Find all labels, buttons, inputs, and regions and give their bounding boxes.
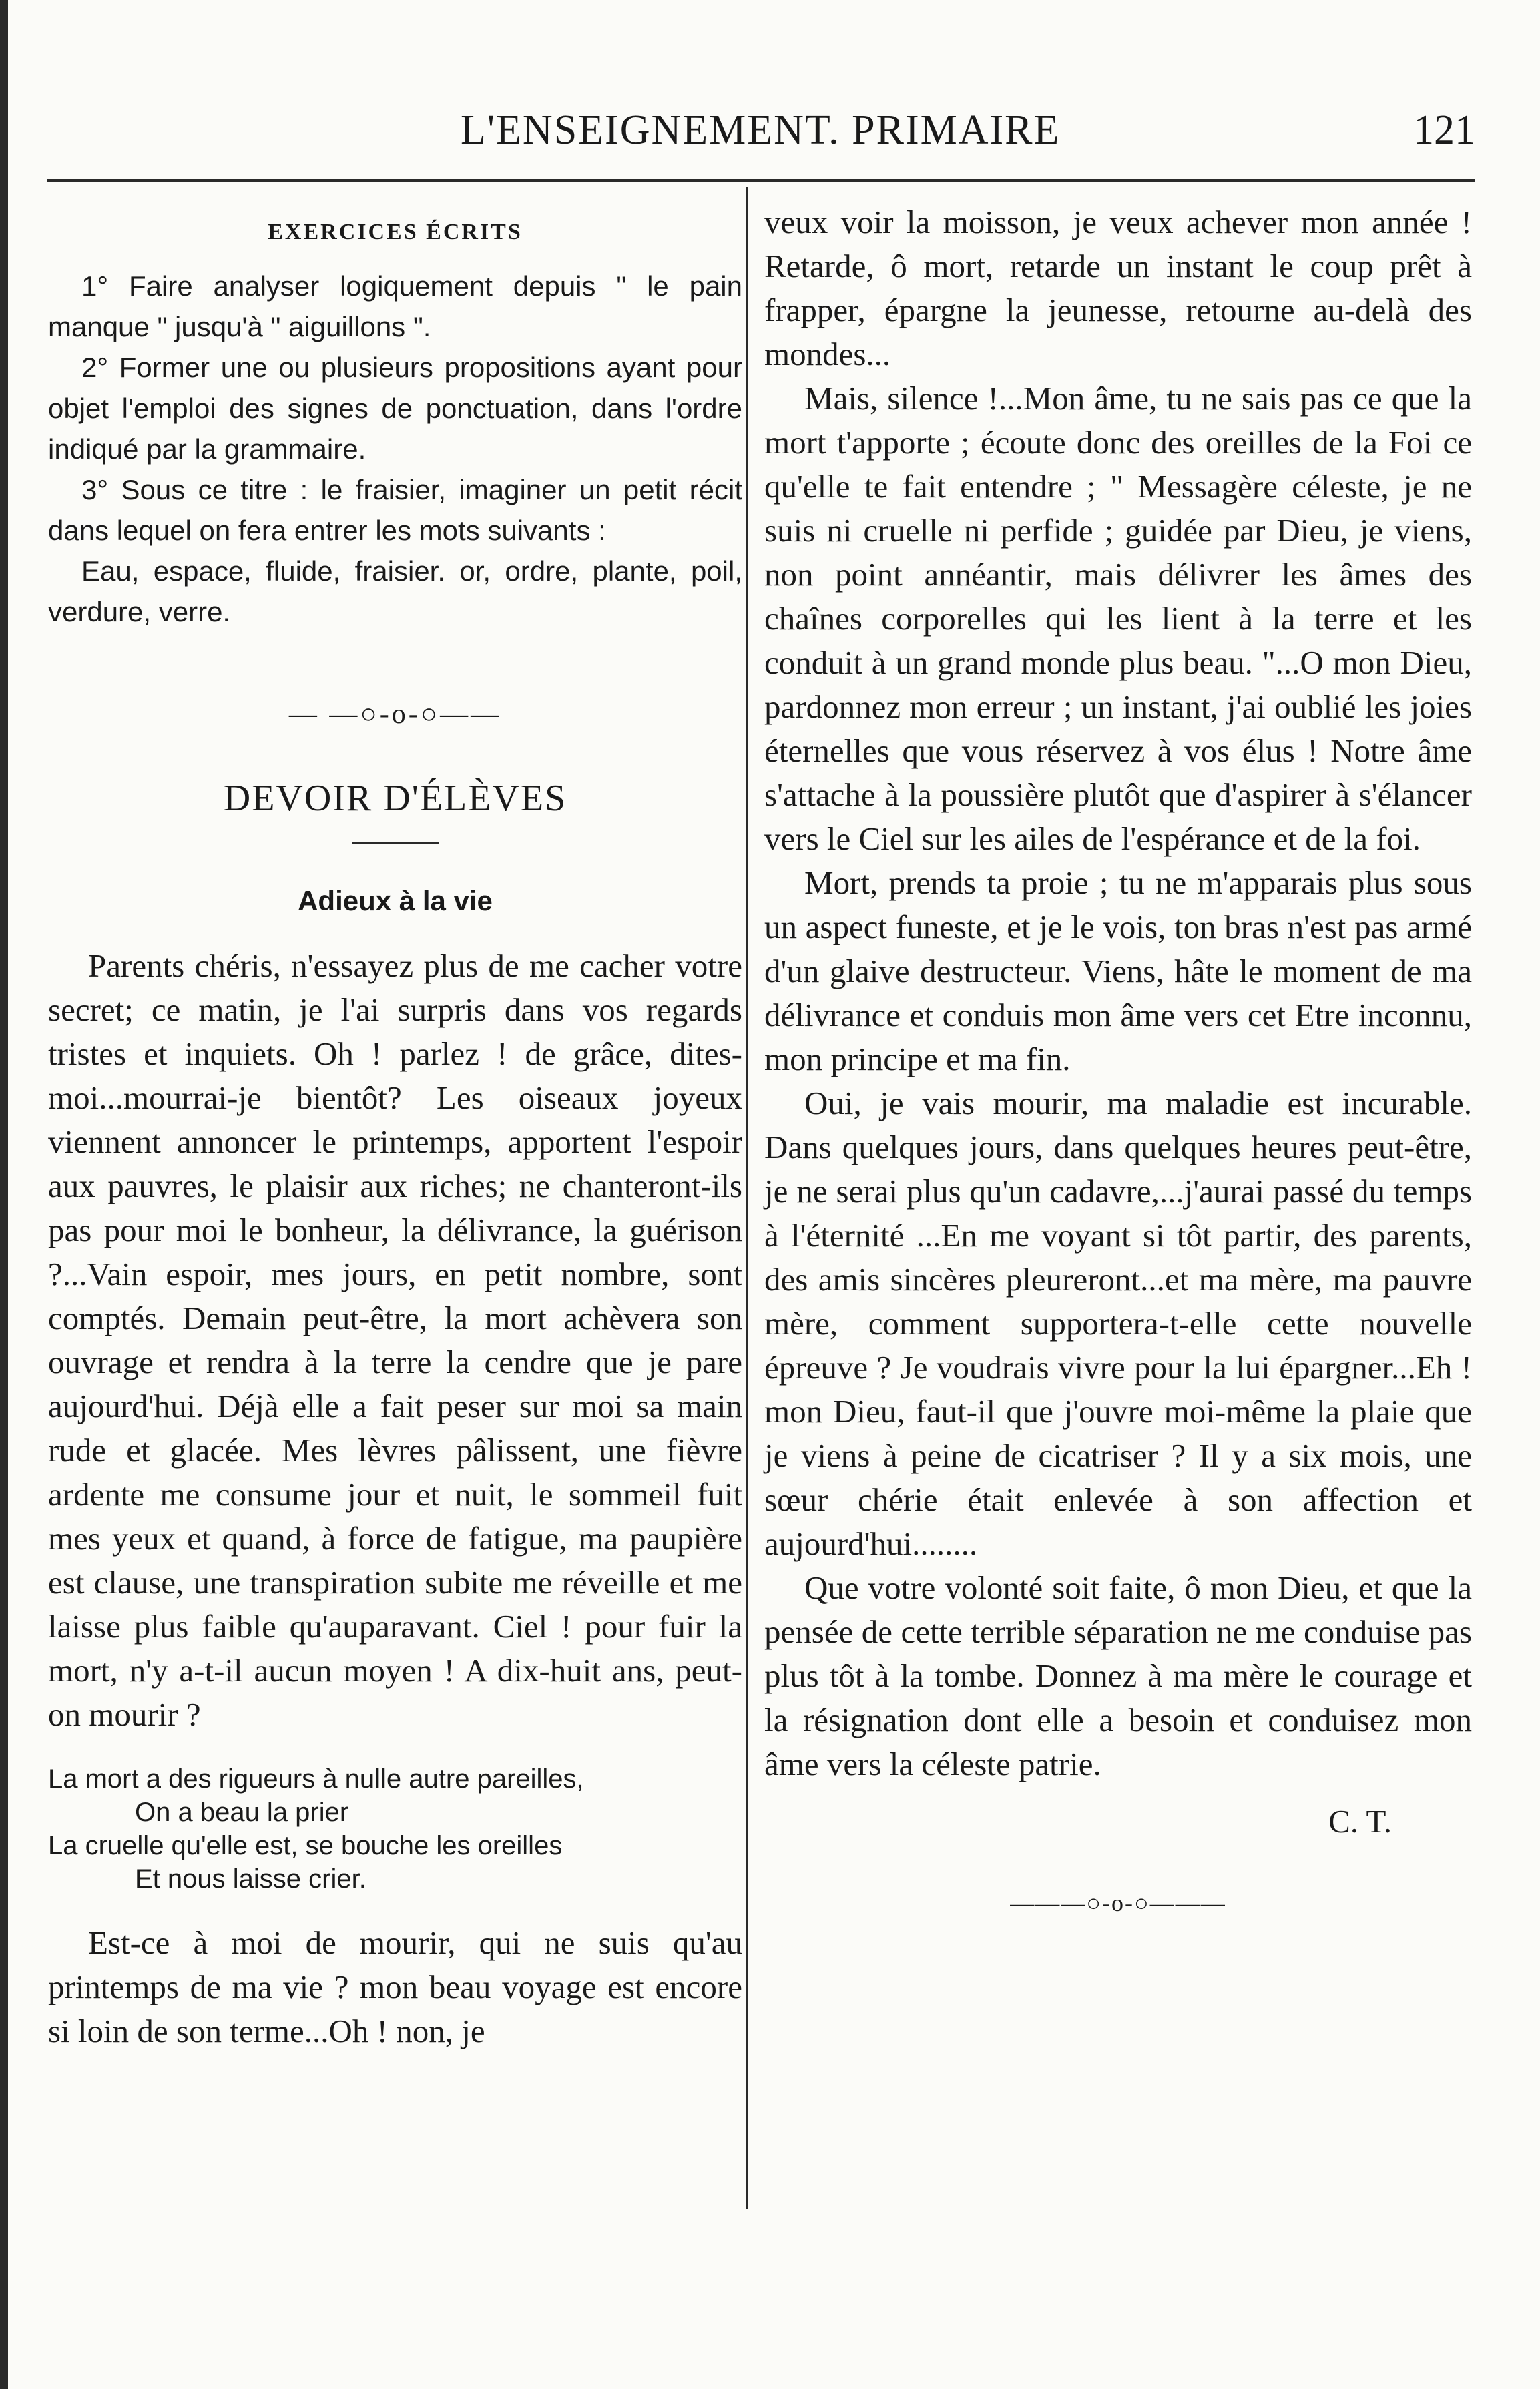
essay-paragraph-6: Que votre volonté soit faite, ô mon Dieu, et que la pensée de cette terrible séparation ne me conduise pas plus tôt à la tombe. Donnez à ma mère le courage et la résignation dont elle a besoin et conduisez mon âme vers la céleste patrie. [764,1569,1472,1782]
page-header [47,100,1475,160]
author-signature: C. T. [1328,1803,1392,1840]
essay-paragraph-1: Parents chéris, n'essayez plus de me cacher votre secret; ce matin, je l'ai surpris dans vos regards tristes et inquiets. Oh ! parlez ! de grâce, dites-moi...mourrai-je bientôt? Les oiseaux joyeux viennent annoncer le printemps, apportent l'espoir aux pauvres, le plaisir aux riches; ne chanteront-ils pas pour moi le bonheur, la délivrance, la guérison ?...Vain espoir, mes jours, en petit nombre, sont comptés. Demain peut-être, la mort achèvera son ouvrage et rendra à la terre la cendre que je pare aujourd'hui. Déjà elle a fait peser sur moi sa main rude et glacée. Mes lèvres pâlissent, une fièvre ardente me consume jour et nuit, le sommeil fuit mes yeux et quand, à force de fatigue, ma paupière est clause, une transpiration subite me réveille et me laisse plus faible qu'auparavant. Ciel ! pour fuir la mort, n'y a-t-il aucun moyen ! A dix-huit ans, peut-on mourir ? [48,947,742,1733]
essay-paragraph-2: Est-ce à moi de mourir, qui ne suis qu'au printemps de ma vie ? mon beau voyage est encore si loin de son terme...Oh ! non, je [48,1924,742,2049]
running-title: L'ENSEIGNEMENT. PRIMAIRE [461,107,1061,153]
ornament-divider: — —○-o-○—— [288,699,502,730]
essay-paragraph-continued: veux voir la moisson, je veux achever mon année ! Retarde, ô mort, retarde un instant le coup prêt à frapper, épargne la jeunesse, retourne au-delà des mondes... [764,204,1472,372]
page-edge-shadow [0,0,8,2389]
essay-paragraph-3: Mais, silence !...Mon âme, tu ne sais pas ce que la mort t'apporte ; écoute donc des oreilles de la Foi ce qu'elle te fait entendre ; " Messagère céleste, je ne suis ni cruelle ni perfide ; guidée par Dieu, je viens, non point annéantir, mais délivrer les âmes des chaînes corporelles qui les lient à la terre et les conduit à un grand monde plus beau. "...O mon Dieu, pardonnez mon erreur ; un instant, j'ai oublié les joies éternelles que vous réservez à vos élus ! Notre âme s'attache à la poussière plutôt que d'aspirer à s'élancer vers le Ciel sur les ailes de l'espérance et de la foi. [764,380,1472,857]
essay-title: Adieux à la vie [298,885,493,916]
exercise-item-3: 3° Sous ce titre : le fraisier, imaginer un petit récit dans lequel on fera entrer les mots suivants : [48,474,742,546]
essay-paragraph-4: Mort, prends ta proie ; tu ne m'apparais plus sous un aspect funeste, et je le vois, ton bras n'est pas armé d'un glaive destructeur. Viens, hâte le moment de ma délivrance et conduis mon âme vers cet Etre inconnu, mon principe et ma fin. [764,864,1472,1077]
title-rule [352,842,439,844]
header-rule [47,179,1475,182]
verse-line-4: Et nous laisse crier. [135,1864,366,1894]
exercise-item-2: 2° Former une ou plusieurs propositions ayant pour objet l'emploi des signes de ponctuation, dans l'ordre indiqué par la grammaire. [48,352,742,465]
column-divider [746,187,748,2209]
verse-line-3: La cruelle qu'elle est, se bouche les oreilles [48,1831,563,1860]
section-title: DEVOIR D'ÉLÈVES [223,778,567,819]
exercise-item-1: 1° Faire analyser logiquement depuis " le pain manque " jusqu'à " aiguillons ". [48,270,742,342]
left-column [48,200,742,2053]
right-column [764,200,1472,1925]
verse-line-1: La mort a des rigueurs à nulle autre pareilles, [48,1764,584,1794]
verse-quote [48,1762,742,1896]
verse-line-2: On a beau la prier [135,1798,349,1827]
exercises-title: EXERCICES ÉCRITS [268,220,523,244]
page-number: 121 [1413,107,1475,153]
end-ornament: ———○-o-○——— [1010,1890,1226,1916]
exercise-word-list: Eau, espace, fluide, fraisier. or, ordre, plante, poil, verdure, verre. [48,555,742,627]
essay-paragraph-5: Oui, je vais mourir, ma maladie est incurable. Dans quelques jours, dans quelques heures peut-être, je ne serai plus qu'un cadavre,...j'aurai passé du temps à l'éternité ...En me voyant si tôt partir, des parents, des amis sincères pleureront...et ma mère, ma pauvre mère, comment supportera-t-elle cette nouvelle épreuve ? Je voudrais vivre pour la lui épargner...Eh ! mon Dieu, faut-il que j'ouvre moi-même la plaie que je viens à peine de cicatriser ? Il y a six mois, une sœur chérie était enlevée à son affection et aujourd'hui........ [764,1085,1472,1562]
